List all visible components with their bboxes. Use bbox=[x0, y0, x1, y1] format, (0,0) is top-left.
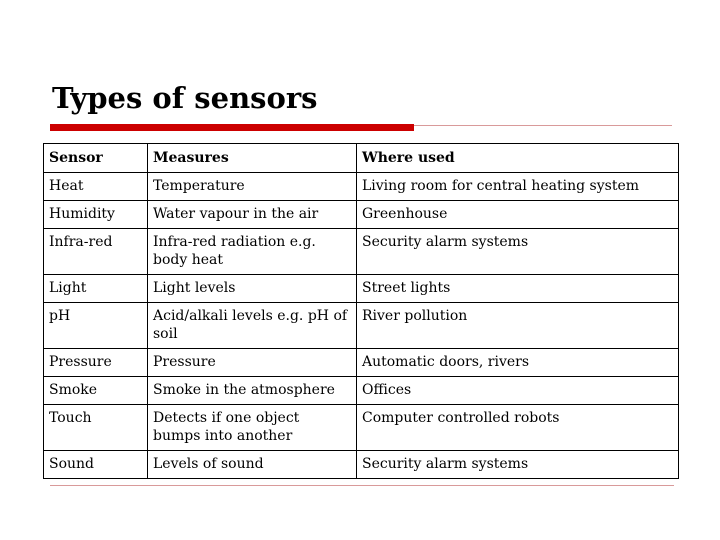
cell-sensor: Humidity bbox=[44, 201, 148, 229]
title-divider-line bbox=[414, 125, 672, 126]
cell-where-used: Security alarm systems bbox=[357, 451, 679, 479]
cell-measures: Infra-red radiation e.g. body heat bbox=[148, 229, 357, 275]
cell-where-used: Greenhouse bbox=[357, 201, 679, 229]
cell-measures: Water vapour in the air bbox=[148, 201, 357, 229]
cell-where-used: Living room for central heating system bbox=[357, 173, 679, 201]
table-row bbox=[44, 201, 679, 229]
cell-measures: Light levels bbox=[148, 275, 357, 303]
cell-sensor: Heat bbox=[44, 173, 148, 201]
title-accent-bar bbox=[50, 124, 414, 131]
table-row bbox=[44, 173, 679, 201]
cell-measures: Smoke in the atmosphere bbox=[148, 377, 357, 405]
slide-title: Types of sensors bbox=[52, 81, 318, 115]
cell-sensor: Light bbox=[44, 275, 148, 303]
table-body bbox=[44, 173, 679, 479]
sensors-table bbox=[43, 143, 679, 479]
table-header bbox=[44, 144, 679, 173]
cell-measures: Levels of sound bbox=[148, 451, 357, 479]
table-row bbox=[44, 377, 679, 405]
cell-where-used: Computer controlled robots bbox=[357, 405, 679, 451]
table-row bbox=[44, 405, 679, 451]
header-row bbox=[44, 144, 679, 173]
cell-sensor: Pressure bbox=[44, 349, 148, 377]
cell-sensor: pH bbox=[44, 303, 148, 349]
cell-where-used: Offices bbox=[357, 377, 679, 405]
cell-sensor: Touch bbox=[44, 405, 148, 451]
footer-divider-line bbox=[50, 485, 674, 486]
cell-where-used: Security alarm systems bbox=[357, 229, 679, 275]
cell-measures: Pressure bbox=[148, 349, 357, 377]
cell-sensor: Infra-red bbox=[44, 229, 148, 275]
cell-sensor: Smoke bbox=[44, 377, 148, 405]
cell-measures: Temperature bbox=[148, 173, 357, 201]
header-where-used: Where used bbox=[357, 144, 679, 173]
table-row bbox=[44, 229, 679, 275]
table-row bbox=[44, 275, 679, 303]
table-row bbox=[44, 451, 679, 479]
cell-measures: Detects if one object bumps into another bbox=[148, 405, 357, 451]
table-row bbox=[44, 349, 679, 377]
cell-sensor: Sound bbox=[44, 451, 148, 479]
cell-where-used: Street lights bbox=[357, 275, 679, 303]
cell-measures: Acid/alkali levels e.g. pH of soil bbox=[148, 303, 357, 349]
header-sensor: Sensor bbox=[44, 144, 148, 173]
cell-where-used: Automatic doors, rivers bbox=[357, 349, 679, 377]
table-row bbox=[44, 303, 679, 349]
header-measures: Measures bbox=[148, 144, 357, 173]
cell-where-used: River pollution bbox=[357, 303, 679, 349]
